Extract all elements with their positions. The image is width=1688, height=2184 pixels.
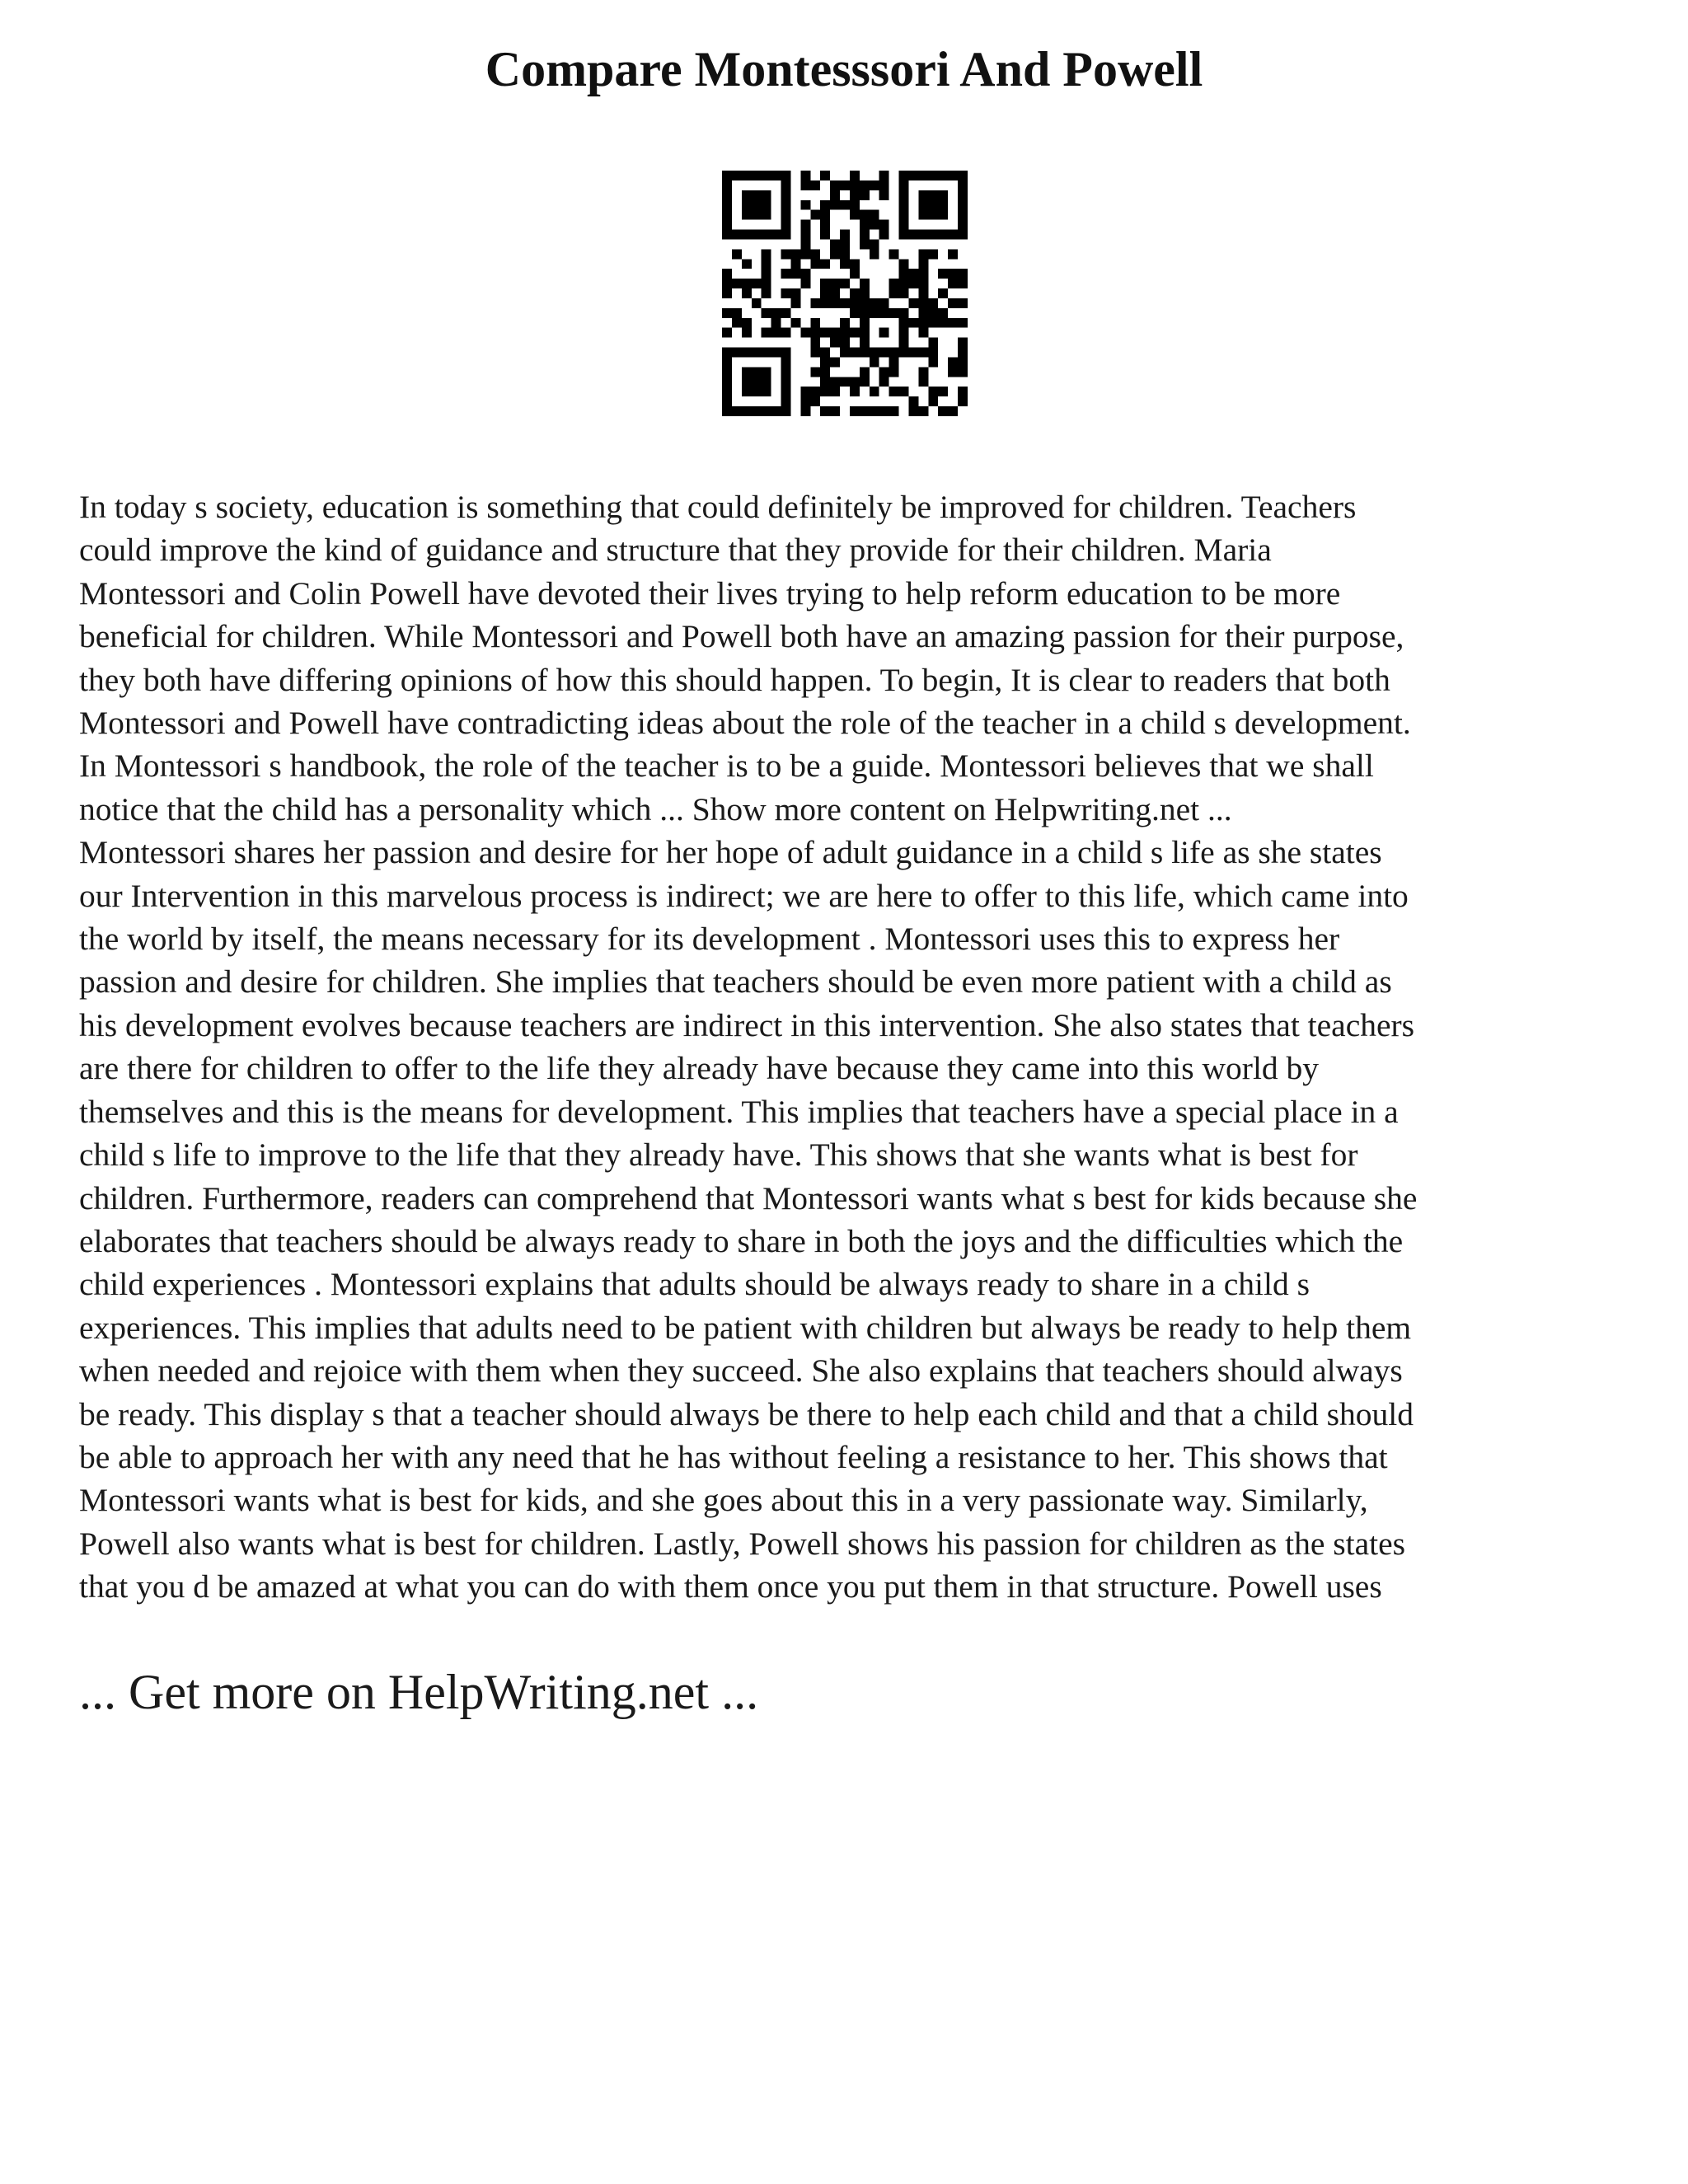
body-line: notice that the child has a personality which ... Show more content on Helpwriting.net ... [79, 790, 1232, 827]
body-line: beneficial for children. While Montessori and Powell both have an amazing passion for their purpose, [79, 618, 1404, 655]
body-line: Montessori and Powell have contradicting ideas about the role of the teacher in a child s development. [79, 705, 1411, 742]
qr-code-icon [722, 171, 968, 416]
get-more-link[interactable]: ... Get more on HelpWriting.net ... [79, 1665, 759, 1719]
body-line: be ready. This display s that a teacher should always be there to help each child and that a child should [79, 1395, 1414, 1432]
body-line: elaborates that teachers should be always ready to share in both the joys and the difficulties which the [79, 1222, 1404, 1259]
body-line: when needed and rejoice with them when they succeed. She also explains that teachers should always [79, 1352, 1403, 1390]
body-line: the world by itself, the means necessary for its development . Montessori uses this to express her [79, 921, 1340, 958]
body-line: passion and desire for children. She implies that teachers should be even more patient with a child as [79, 963, 1392, 1001]
page-title: Compare Montesssori And Powell [485, 42, 1203, 96]
body-line: Montessori wants what is best for kids, and she goes about this in a very passionate way. Similarly, [79, 1482, 1368, 1519]
body-line: could improve the kind of guidance and structure that they provide for their children. Maria [79, 532, 1272, 569]
body-line: children. Furthermore, readers can comprehend that Montessori wants what s best for kids because she [79, 1179, 1418, 1216]
body-line: child experiences . Montessori explains that adults should be always ready to share in a child s [79, 1266, 1310, 1303]
body-line: Powell also wants what is best for children. Lastly, Powell shows his passion for children as the states [79, 1525, 1406, 1562]
body-line: themselves and this is the means for development. This implies that teachers have a special place in a [79, 1093, 1399, 1130]
body-line: In Montessori s handbook, the role of the teacher is to be a guide. Montessori believes that we shall [79, 748, 1374, 785]
body-line: his development evolves because teachers are indirect in this intervention. She also states that teachers [79, 1006, 1415, 1043]
body-line: our Intervention in this marvelous process is indirect; we are here to offer to this life, which came into [79, 877, 1409, 914]
body-line: Montessori and Colin Powell have devoted their lives trying to help reform education to be more [79, 574, 1341, 612]
body-line: are there for children to offer to the life they already have because they came into this world by [79, 1050, 1320, 1087]
body-line: they both have differing opinions of how this should happen. To begin, It is clear to readers that both [79, 661, 1390, 698]
body-line: Montessori shares her passion and desire for her hope of adult guidance in a child s life as she states [79, 834, 1382, 871]
body-line: that you d be amazed at what you can do with them once you put them in that structure. Powell uses [79, 1568, 1382, 1605]
article-body [79, 485, 1620, 1609]
body-line: experiences. This implies that adults need to be patient with children but always be ready to help them [79, 1309, 1412, 1346]
body-line: child s life to improve to the life that they already have. This shows that she wants what is best for [79, 1137, 1358, 1174]
body-line: In today s society, education is something that could definitely be improved for children. Teachers [79, 489, 1357, 525]
body-line: be able to approach her with any need that he has without feeling a resistance to her. This shows that [79, 1438, 1388, 1475]
